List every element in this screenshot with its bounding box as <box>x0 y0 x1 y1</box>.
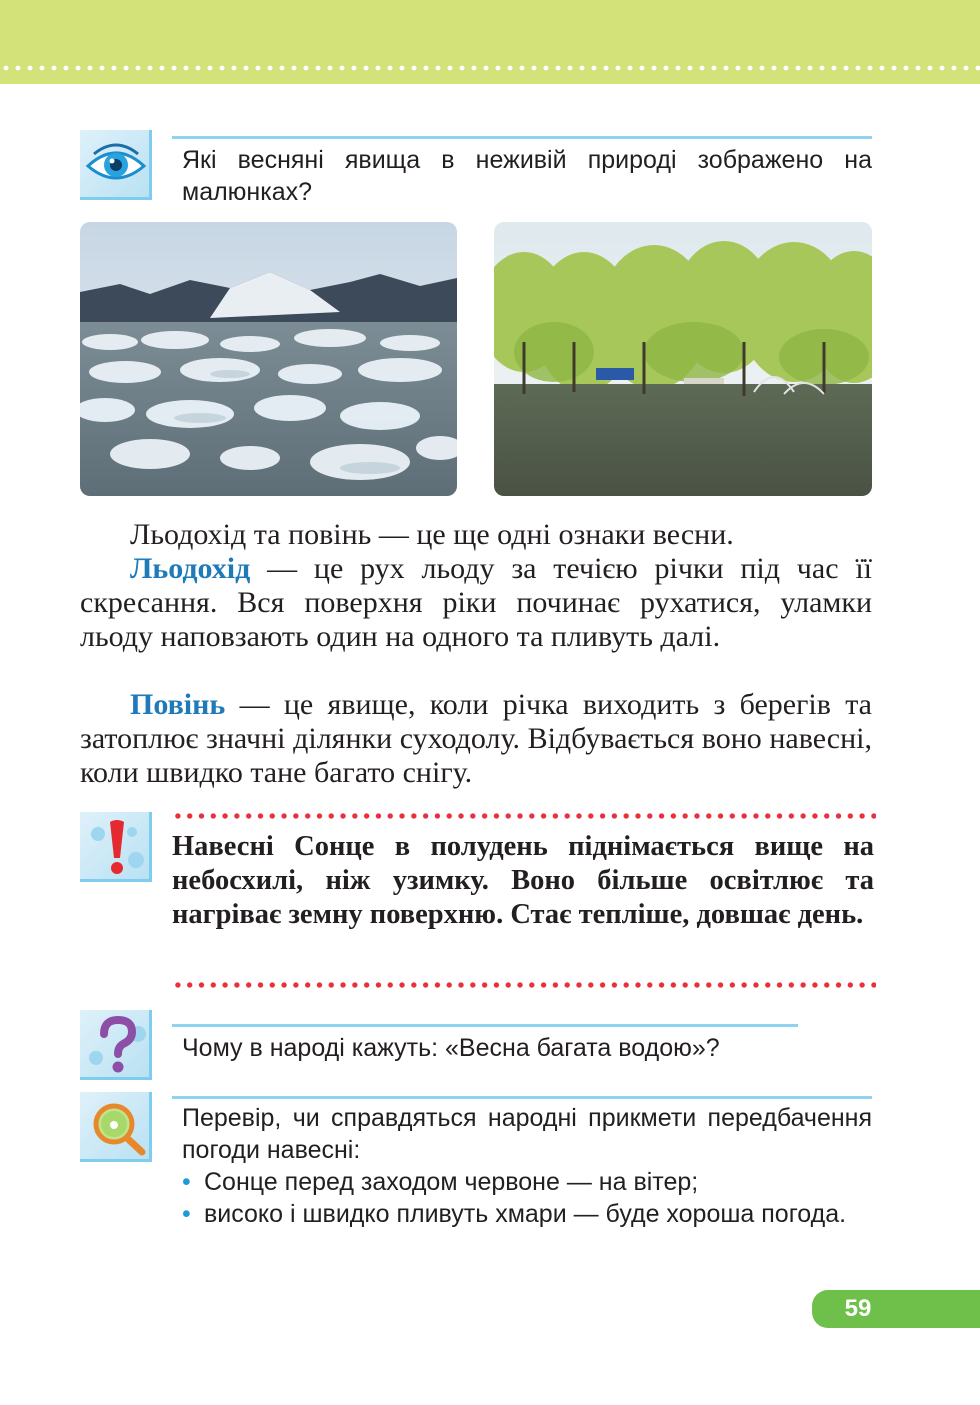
flood-definition <box>80 688 872 790</box>
research-rule <box>172 1096 872 1099</box>
intro-sentence: Льодохід та повінь — це ще одні ознаки весни. <box>130 518 734 551</box>
ice-drift-definition-text: — це рух льоду за течією річки під час її скресання. Вся поверхня ріки починає рухатися, уламки льоду наповзають один на одного та пливуть далі. <box>80 552 872 653</box>
research-bullet-list <box>182 1166 872 1230</box>
flood-term: Повінь <box>130 688 226 721</box>
page-number: 59 <box>844 1295 872 1322</box>
important-fact-text: Навесні Сонце в полудень піднімається вище на небосхилі, ніж узимку. Воно більше освітлює та нагріває земну поверхню. Стає тепліше, довшає день. <box>172 831 874 930</box>
flood-definition-text: — це явище, коли річка виходить з берегів та затоплює значні ділянки суходолу. Відбувається воно навесні, коли швидко тане багато снігу. <box>80 688 872 789</box>
bullet-mark: • <box>182 1168 191 1196</box>
magnifier-icon <box>80 1092 152 1162</box>
research-text: Перевір, чи справдяться народні прикмети передбачення погоди навесні: <box>182 1104 872 1164</box>
bullet-mark: • <box>182 1200 191 1228</box>
ice-drift-term: Льодохід <box>130 552 251 585</box>
question-text: Чому в народі кажуть: «Весна багата водою»? <box>182 1034 720 1062</box>
question-icon <box>80 1010 152 1080</box>
list-item: • високо і швидко пливуть хмари — буде хороша погода. <box>182 1200 847 1228</box>
research-icon-box <box>80 1092 152 1162</box>
important-icon-box <box>80 812 152 882</box>
flood-photo <box>494 222 872 496</box>
observe-task-icon-box <box>80 130 152 200</box>
question-icon-box <box>80 1010 152 1080</box>
fact-top-dots <box>172 812 876 820</box>
list-item: • Сонце перед заходом червоне — на вітер; <box>182 1168 699 1196</box>
exclamation-icon <box>80 812 152 882</box>
ice-drift-photo <box>80 222 457 496</box>
header-dots-border <box>0 64 980 72</box>
observe-task-rule <box>172 136 872 139</box>
question-rule <box>172 1024 798 1027</box>
fact-bottom-dots <box>172 981 876 989</box>
ice-drift-definition <box>80 552 872 654</box>
observe-task-text: Які весняні явища в неживій природі зображено на малюнках? <box>182 146 872 206</box>
eye-icon <box>80 130 152 200</box>
